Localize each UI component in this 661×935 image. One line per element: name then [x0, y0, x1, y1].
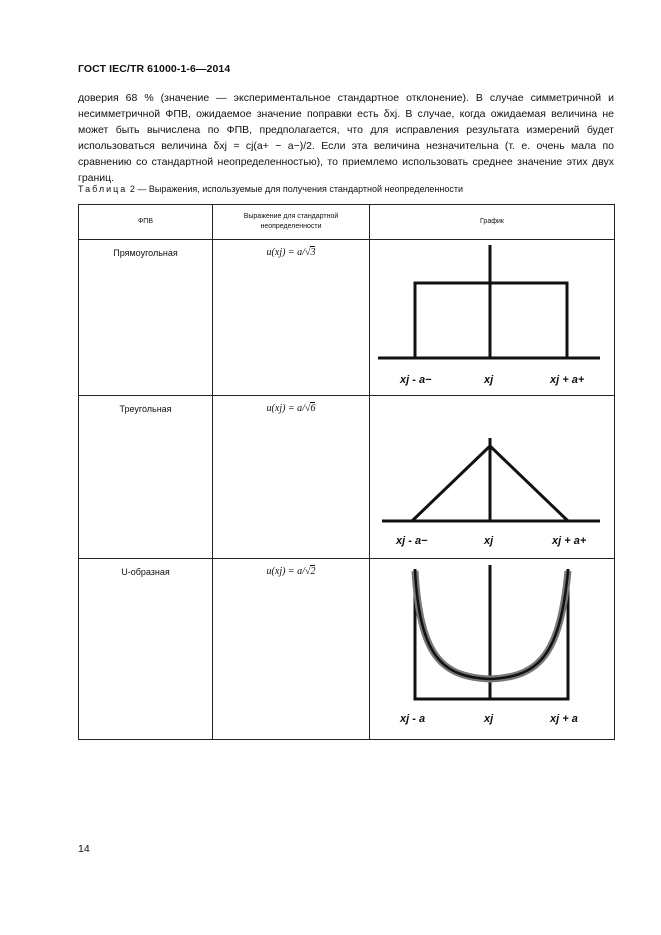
graph-cell — [370, 396, 615, 559]
row-expression: u(xj) = a/√3 — [213, 240, 370, 396]
expression-lhs: u(xj) = a — [266, 403, 303, 414]
expressions-table — [78, 204, 615, 740]
label-center: xj — [484, 374, 494, 386]
expression-root: 6 — [310, 403, 316, 414]
caption-number: 2 — [129, 184, 135, 194]
row-expression: u(xj) = a/√2 — [213, 559, 370, 740]
header-graph: График — [370, 205, 615, 240]
label-left: xj - a — [400, 713, 426, 725]
document-header: ГОСТ IEC/TR 61000-1-6—2014 — [78, 63, 231, 75]
caption-label: Таблица — [78, 184, 128, 194]
body-paragraph — [78, 90, 614, 186]
table-row — [79, 396, 615, 559]
caption-text: — Выражения, используемые для получения стандартной неопределенности — [137, 184, 464, 194]
sqrt-symbol: √ — [304, 247, 311, 258]
header-expression: Выражение для стандартной неопределенности — [213, 205, 370, 240]
u-shaped-distribution-graph — [370, 559, 614, 739]
label-center: xj — [484, 535, 494, 547]
label-center: xj — [484, 713, 494, 725]
row-name: Треугольная — [79, 396, 213, 559]
label-right: xj + a+ — [550, 374, 585, 386]
table-header-row — [79, 205, 615, 240]
row-name: Прямоугольная — [79, 240, 213, 396]
graph-cell — [370, 559, 615, 740]
table-caption — [78, 184, 463, 194]
rectangular-distribution-graph — [370, 240, 614, 395]
expression-lhs: u(xj) = a — [266, 247, 303, 258]
table-row — [79, 240, 615, 396]
paragraph-text: доверия 68 % (значение — экспериментальное стандартное отклонение). В случае симметричной и несимметричной ФПВ, ожидаемое значение поправки есть δxj. В случае, когда ожидаемая величина не может быть вычислена по ФПВ, предполагается, что для исправления результата измерений будет использоваться величина δxj = cj(a+ − a−)/2. Если эта величина незначительна (т. е. очень мала по сравнению со стандартной неопределенностью), то приемлемо использовать среднее значение этих двух границ. — [78, 92, 614, 184]
label-left: xj - a− — [396, 535, 428, 547]
row-name: U-образная — [79, 559, 213, 740]
label-left: xj - a− — [400, 374, 432, 386]
triangular-distribution-graph — [370, 396, 614, 558]
page-number: 14 — [78, 843, 90, 855]
sqrt-symbol: √ — [304, 566, 311, 577]
label-right: xj + a — [550, 713, 578, 725]
graph-cell — [370, 240, 615, 396]
sqrt-symbol: √ — [304, 403, 311, 414]
header-pdf: ФПВ — [79, 205, 213, 240]
expression-root: 3 — [310, 247, 316, 258]
expression-root: 2 — [310, 566, 316, 577]
row-expression: u(xj) = a/√6 — [213, 396, 370, 559]
expression-lhs: u(xj) = a — [266, 566, 303, 577]
table-row — [79, 559, 615, 740]
label-right: xj + a+ — [552, 535, 587, 547]
